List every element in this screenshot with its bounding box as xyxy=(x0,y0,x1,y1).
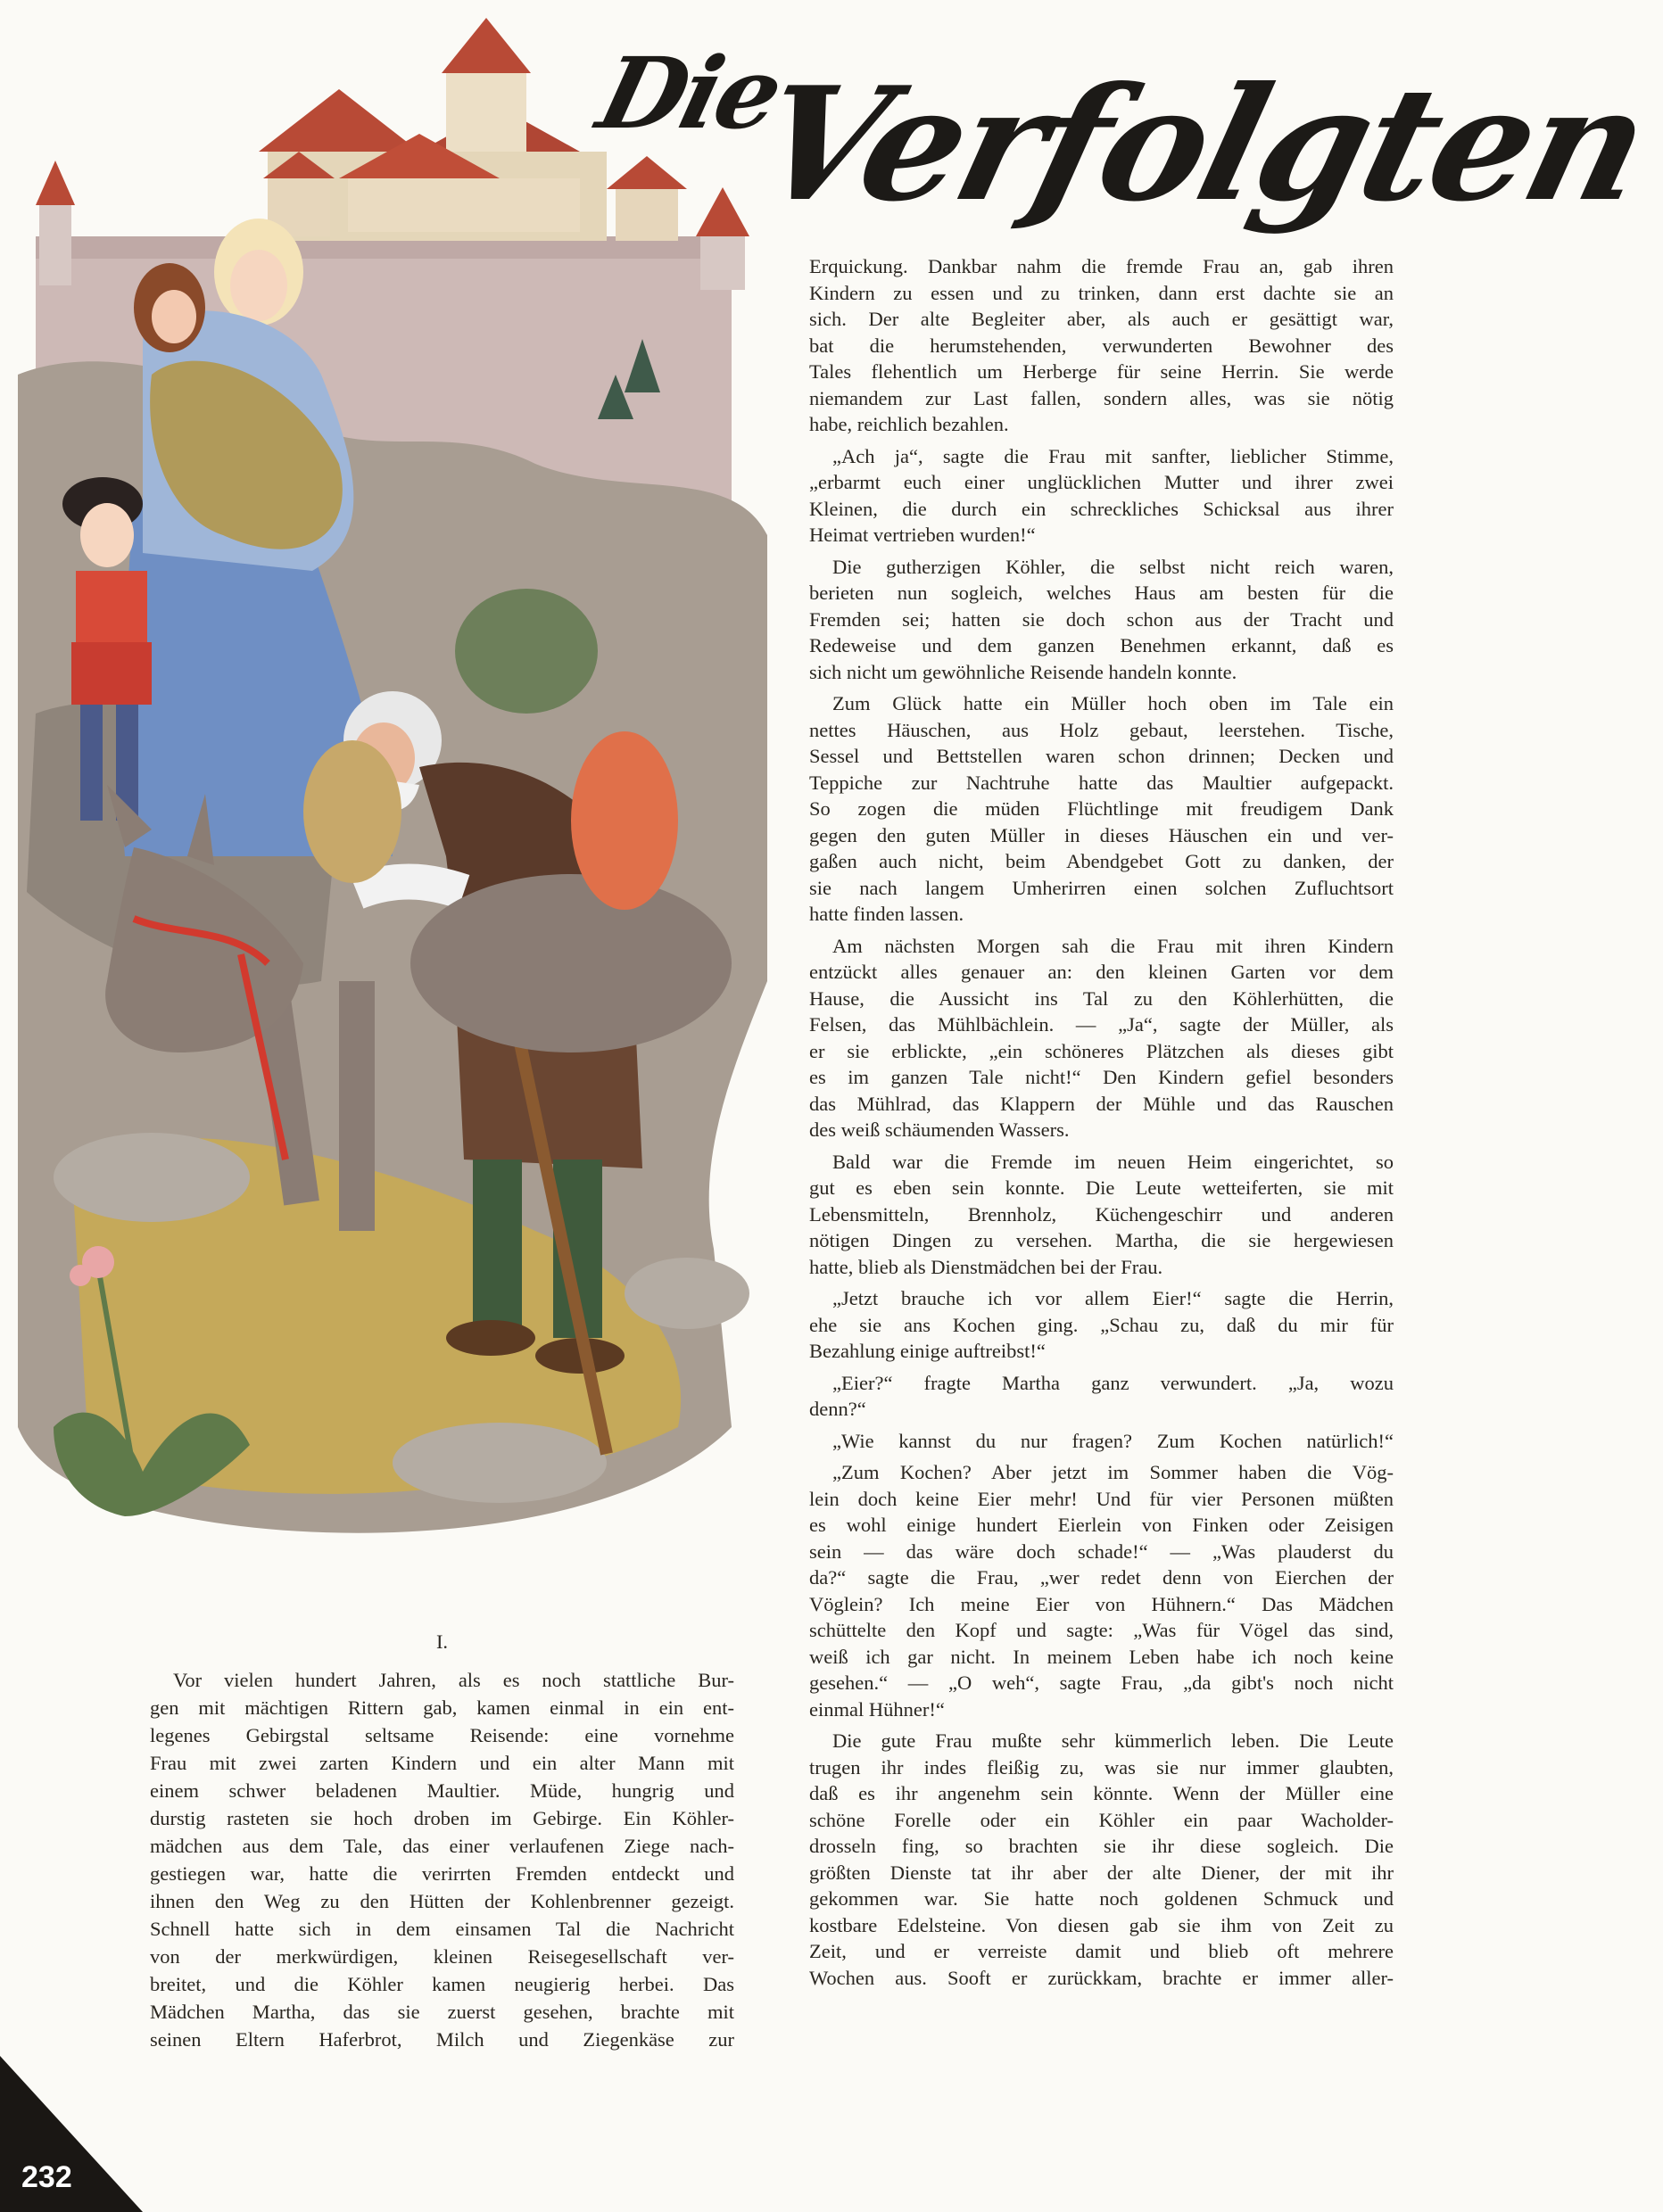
text-line: „Jetzt brauche ich vor allem Eier!“ sagte die Herrin, xyxy=(832,1287,1394,1309)
text-line: breitet, und die Köhler kamen neugierig herbei. Das xyxy=(150,1973,734,1995)
text-line: es im ganzen Tale nicht!“ Den Kindern gefiel besonders xyxy=(809,1066,1394,1088)
text-line: Lebensmitteln, Brennholz, Küchengeschirr und anderen xyxy=(809,1202,1394,1226)
text-line: „Ach ja“, sagte die Frau mit sanfter, lieblicher Stimme, xyxy=(832,444,1394,467)
text-line: legenes Gebirgstal seltsame Reisende: eine vornehme xyxy=(150,1724,734,1746)
text-line: Bald war die Fremde im neuen Heim eingerichtet, so xyxy=(832,1150,1394,1173)
text-line: „erbarmt euch einer unglücklichen Mutter und ihrer zwei xyxy=(809,471,1394,493)
title-word-verfolgten: Verfolgten xyxy=(740,54,1663,236)
text-line: daß es ihr angenehm sein könnte. Wenn der Müller eine xyxy=(809,1782,1394,1804)
text-line: einem schwer beladenen Maultier. Müde, hungrig und xyxy=(150,1779,734,1802)
paragraph xyxy=(809,933,1394,1143)
text-line: denn?“ xyxy=(809,1398,866,1420)
text-line: hatte finden lassen. xyxy=(809,903,964,925)
paragraph xyxy=(809,443,1394,549)
text-line: Wochen aus. Sooft er zurückkam, brachte er immer aller- xyxy=(809,1966,1394,1989)
text-line: Fremden sei; hatten sie doch schon aus der Tracht und xyxy=(809,607,1394,631)
text-line: Vöglein? Ich meine Eier von Hühnern.“ Das Mädchen xyxy=(809,1592,1394,1615)
story-illustration xyxy=(0,0,785,1556)
text-line: lein doch keine Eier mehr! Und für vier Personen müßten xyxy=(809,1487,1394,1510)
text-line: Vor vielen hundert Jahren, als es noch stattliche Bur- xyxy=(173,1669,734,1691)
text-line: seinen Eltern Haferbrot, Milch und Ziegenkäse zur xyxy=(150,2028,734,2051)
text-line: entzückt alles genauer an: den kleinen Garten vor dem xyxy=(809,961,1394,983)
text-line: er sie erblickte, „ein schöneres Plätzchen als dieses gibt xyxy=(809,1039,1394,1062)
text-line: gekommen war. Sie hatte noch goldenen Schmuck und xyxy=(809,1887,1394,1910)
text-line: „Wie kannst du nur fragen? Zum Kochen natürlich!“ xyxy=(832,1429,1394,1452)
text-line: mädchen aus dem Tale, das einer verlaufenen Ziege nach- xyxy=(150,1835,734,1857)
text-line: Frau mit zwei zarten Kindern und ein alter Mann mit xyxy=(150,1752,734,1774)
text-line: Mädchen Martha, das sie zuerst gesehen, brachte mit xyxy=(150,2001,734,2023)
text-line: gut es eben sein konnte. Die Leute wetteiferten, sie mit xyxy=(809,1176,1394,1199)
text-line: von der merkwürdigen, kleinen Reisegesellschaft ver- xyxy=(150,1945,734,1968)
text-line: Zum Glück hatte ein Müller hoch oben im Tale ein xyxy=(832,692,1394,714)
text-line: bat die herumstehenden, verwunderten Bewohner des xyxy=(809,334,1394,357)
text-line: sein — das wäre doch schade!“ — „Was plauderst du xyxy=(809,1539,1394,1563)
text-line: sich nicht um gewöhnliche Reisende handeln konnte. xyxy=(809,660,1237,683)
text-line: Redeweise und dem ganzen Benehmen erkannt, daß es xyxy=(809,634,1394,656)
text-line: So zogen die müden Flüchtlinge mit freudigem Dank xyxy=(809,797,1394,820)
paragraph xyxy=(809,1428,1394,1455)
text-line: Die gute Frau mußte sehr kümmerlich leben. Die Leute xyxy=(832,1729,1394,1752)
paragraph xyxy=(809,1149,1394,1281)
paragraph xyxy=(809,690,1394,928)
title-word-die: Die xyxy=(587,36,791,151)
text-line: schöne Forelle oder ein Köhler ein paar Wacholder- xyxy=(809,1808,1394,1831)
text-line: Die gutherzigen Köhler, die selbst nicht reich waren, xyxy=(832,555,1394,578)
text-line: Sessel und Bettstellen waren schon drinnen; Decken und xyxy=(809,745,1394,767)
text-line: des weiß schäumenden Wassers. xyxy=(809,1118,1070,1141)
text-line: Teppiche zur Nachtruhe hatte das Maultier aufgepackt. xyxy=(809,771,1394,794)
text-line: gegen den guten Müller in dieses Häuschen ein und ver- xyxy=(809,823,1394,846)
text-line: nettes Häuschen, aus Holz gebaut, leerstehen. Tische, xyxy=(809,718,1394,741)
text-line: das Mühlrad, das Klappern der Mühle und das Rauschen xyxy=(809,1092,1394,1115)
text-line: habe, reichlich bezahlen. xyxy=(809,413,1009,435)
text-line: sich. Der alte Begleiter aber, als auch er gesättigt war, xyxy=(809,308,1394,330)
text-line: weiß ich gar nicht. In meinem Leben habe ich noch keine xyxy=(809,1645,1394,1668)
paragraph xyxy=(809,1459,1394,1722)
text-line: schüttelte den Kopf und sagte: „Was für Vögel das sind, xyxy=(809,1619,1394,1641)
paragraph xyxy=(809,253,1394,438)
left-text-column xyxy=(150,1666,734,2059)
text-line: sie nach langem Umherirren einen solchen Zufluchtsort xyxy=(809,876,1394,899)
text-line: größten Dienste tat ihr aber der alte Diener, der mit ihr xyxy=(809,1861,1394,1884)
text-line: durstig rasteten sie hoch droben im Gebirge. Ein Köhler- xyxy=(150,1807,734,1829)
paragraph xyxy=(809,1728,1394,1991)
text-line: es wohl einige hundert Eierlein von Finken oder Zeisigen xyxy=(809,1514,1394,1536)
text-line: berieten nun sogleich, welches Haus am besten für die xyxy=(809,582,1394,604)
paragraph xyxy=(809,1285,1394,1365)
text-line: hatte, blieb als Dienstmädchen bei der Frau. xyxy=(809,1255,1163,1278)
text-line: gaßen auch nicht, beim Abendgebet Gott zu danken, der xyxy=(809,850,1394,872)
text-line: „Eier?“ fragte Martha ganz verwundert. „Ja, wozu xyxy=(832,1371,1394,1394)
paragraph xyxy=(809,1370,1394,1423)
text-line: Am nächsten Morgen sah die Frau mit ihren Kindern xyxy=(832,934,1394,957)
text-line: Erquickung. Dankbar nahm die fremde Frau an, gab ihren xyxy=(809,255,1394,277)
text-line: Zeit, und er verreiste damit und blieb oft mehrere xyxy=(809,1940,1394,1962)
text-line: Kindern zu essen und zu trinken, dann erst dachte sie an xyxy=(809,281,1394,304)
text-line: gesehen.“ — „O weh“, sagte Frau, „da gibt's noch nicht xyxy=(809,1671,1394,1694)
text-line: „Zum Kochen? Aber jetzt im Sommer haben die Vög- xyxy=(832,1461,1394,1483)
text-line: Schnell hatte sich in dem einsamen Tal die Nachricht xyxy=(150,1918,734,1940)
text-line: ehe sie ans Kochen ging. „Schau zu, daß du mir für xyxy=(809,1313,1394,1336)
section-number: I. xyxy=(435,1630,449,1653)
text-line: Bezahlung einige auftreibst!“ xyxy=(809,1340,1046,1362)
text-line: Hause, die Aussicht ins Tal zu den Köhlerhütten, die xyxy=(809,986,1394,1010)
text-line: einmal Hühner!“ xyxy=(809,1697,945,1721)
page-number: 232 xyxy=(21,2160,72,2194)
text-line: nötigen Dingen zu versehen. Martha, die sie hergewiesen xyxy=(809,1229,1394,1251)
right-text-column xyxy=(809,253,1394,1996)
text-line: ihnen den Weg zu den Hütten der Kohlenbrenner gezeigt. xyxy=(150,1890,734,1912)
text-line: da?“ sagte die Frau, „wer redet denn von Eierchen der xyxy=(809,1566,1394,1589)
text-line: gen mit mächtigen Rittern gab, kamen einmal in ein ent- xyxy=(150,1696,734,1719)
text-line: trugen ihr indes fleißig zu, was sie nur immer glaubten, xyxy=(809,1755,1394,1779)
text-line: niemandem zur Last fallen, sondern alles, was sie nötig xyxy=(809,386,1394,409)
paragraph xyxy=(150,1666,734,2053)
text-line: Heimat vertrieben wurden!“ xyxy=(809,524,1036,546)
text-line: Tales flehentlich um Herberge für seine Herrin. Sie werde xyxy=(809,360,1394,383)
text-line: gestiegen war, hatte die verirrten Fremden entdeckt und xyxy=(150,1862,734,1885)
text-line: kostbare Edelsteine. Von diesen gab sie ihm von Zeit zu xyxy=(809,1913,1394,1936)
text-line: Kleinen, die durch ein schreckliches Schicksal aus ihrer xyxy=(809,497,1394,520)
text-line: Felsen, das Mühlbächlein. — „Ja“, sagte der Müller, als xyxy=(809,1013,1394,1036)
text-line: drosseln fing, so brachten sie ihr diese sogleich. Die xyxy=(809,1835,1394,1857)
paragraph xyxy=(809,554,1394,686)
